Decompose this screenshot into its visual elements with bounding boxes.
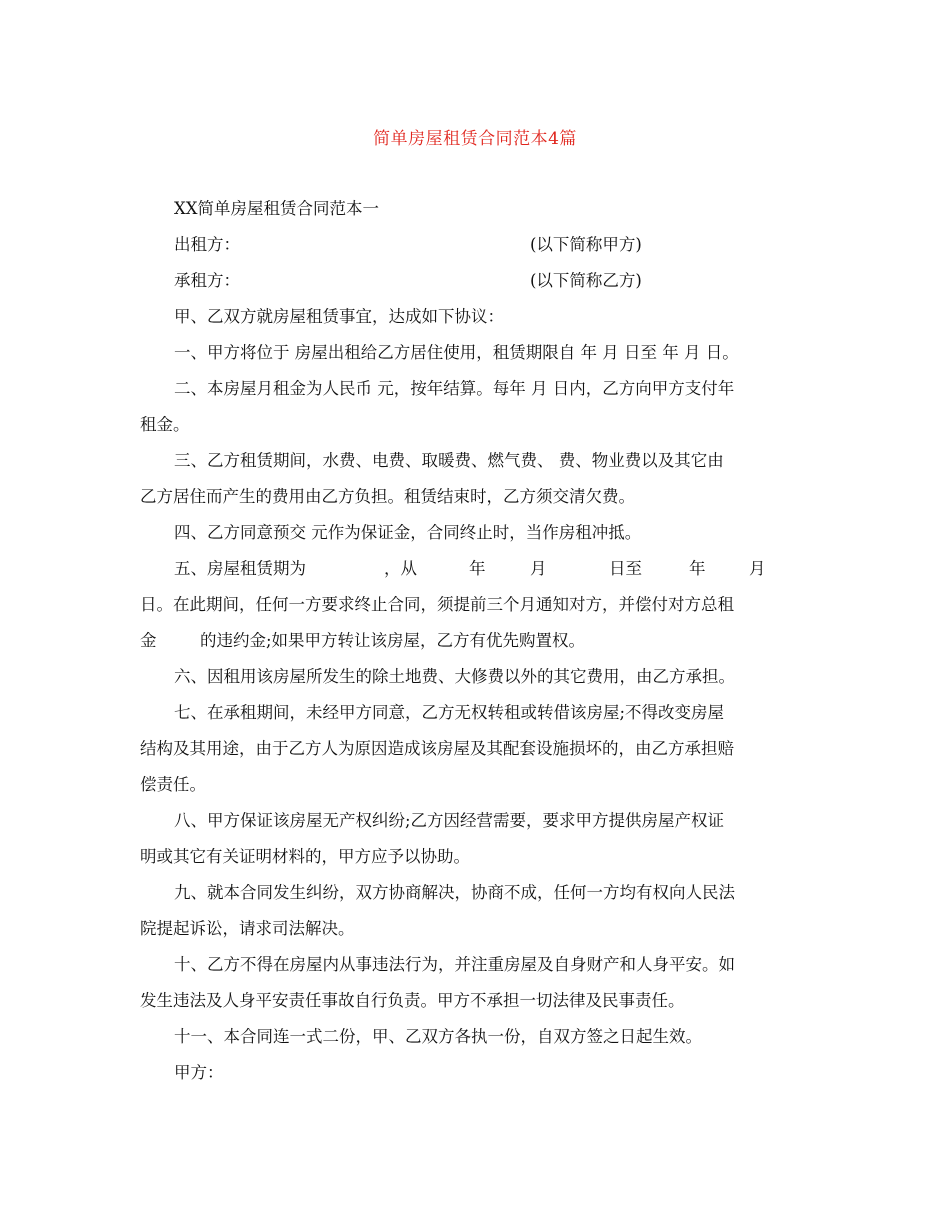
lessor-note: (以下简称甲方) <box>530 235 642 254</box>
lessor-label: 出租方： <box>174 235 240 254</box>
clause-6: 六、因租用该房屋所发生的除土地费、大修费以外的其它费用，由乙方承担。 <box>174 667 735 686</box>
clause-5-part-d: 月 <box>530 559 547 578</box>
document-title: 简单房屋租赁合同范本4篇 <box>373 129 577 149</box>
clause-5-part-e: 日至 <box>609 559 642 578</box>
clause-8-line-1: 八、甲方保证该房屋无产权纠纷;乙方因经营需要，要求甲方提供房屋产权证 <box>174 811 725 830</box>
clause-2-line-2: 租金。 <box>140 415 190 434</box>
lessee-label: 承租方： <box>174 271 240 290</box>
clause-10-line-2: 发生违法及人身平安责任事故自行负责。甲方不承担一切法律及民事责任。 <box>140 991 685 1010</box>
contract-heading: XX简单房屋租赁合同范本一 <box>174 199 379 218</box>
clause-1: 一、甲方将位于 房屋出租给乙方居住使用，租赁期限自 年 月 日至 年 月 日。 <box>174 343 739 362</box>
lessee-note: (以下简称乙方) <box>530 271 642 290</box>
clause-2-line-1: 二、本房屋月租金为人民币 元，按年结算。每年 月 日内，乙方向甲方支付年 <box>174 379 735 398</box>
clause-8-line-2: 明或其它有关证明材料的，甲方应予以协助。 <box>140 847 470 866</box>
clause-3-line-1: 三、乙方租赁期间，水费、电费、取暖费、燃气费、 费、物业费以及其它由 <box>174 451 724 470</box>
clause-5-line-3-b: 的违约金;如果甲方转让该房屋，乙方有优先购置权。 <box>200 631 586 650</box>
clause-5-line-2: 日。在此期间，任何一方要求终止合同，须提前三个月通知对方，并偿付对方总租 <box>140 595 734 614</box>
clause-5-part-g: 月 <box>749 559 766 578</box>
clause-11: 十一、本合同连一式二份，甲、乙双方各执一份，自双方签之日起生效。 <box>174 1027 702 1046</box>
clause-5-part-c: 年 <box>469 559 486 578</box>
clause-9-line-1: 九、就本合同发生纠纷，双方协商解决，协商不成，任何一方均有权向人民法 <box>174 883 735 902</box>
clause-4: 四、乙方同意预交 元作为保证金，合同终止时，当作房租冲抵。 <box>174 523 642 542</box>
intro-text: 甲、乙双方就房屋租赁事宜，达成如下协议： <box>174 307 504 326</box>
clause-10-line-1: 十、乙方不得在房屋内从事违法行为，并注重房屋及自身财产和人身平安。如 <box>174 955 735 974</box>
clause-7-line-2: 结构及其用途，由于乙方人为原因造成该房屋及其配套设施损坏的，由乙方承担赔 <box>140 739 734 758</box>
clause-5-part-b: ，从 <box>384 559 417 578</box>
clause-7-line-1: 七、在承租期间，未经甲方同意，乙方无权转租或转借该房屋;不得改变房屋 <box>174 703 725 722</box>
clause-5-line-3-a: 金 <box>140 631 157 650</box>
clause-9-line-2: 院提起诉讼，请求司法解决。 <box>140 919 355 938</box>
party-a-signature-label: 甲方： <box>174 1063 224 1082</box>
clause-7-line-3: 偿责任。 <box>140 775 206 794</box>
clause-5-part-a: 五、房屋租赁期为 <box>174 559 306 578</box>
clause-3-line-2: 乙方居住而产生的费用由乙方负担。租赁结束时，乙方须交清欠费。 <box>140 487 635 506</box>
clause-5-part-f: 年 <box>689 559 706 578</box>
